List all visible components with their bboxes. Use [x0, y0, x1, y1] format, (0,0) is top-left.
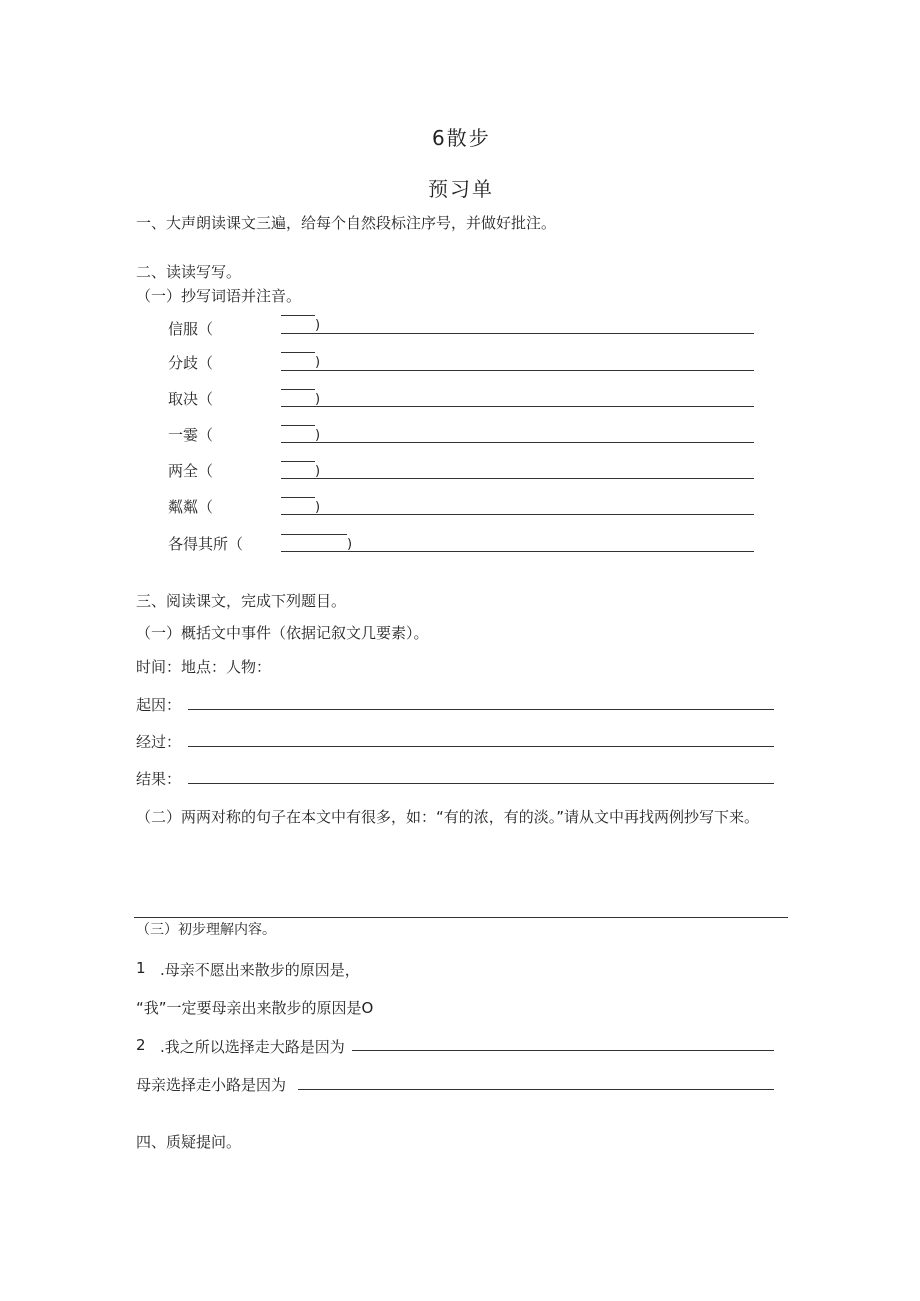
word-label: 各得其所（ — [168, 535, 244, 553]
pinyin-blank[interactable] — [281, 315, 315, 316]
question-1-number: 1 — [136, 959, 146, 977]
close-paren: ) — [315, 428, 321, 443]
pinyin-blank[interactable] — [281, 425, 315, 426]
pinyin-blank[interactable] — [281, 352, 315, 353]
question-2-answer-line[interactable] — [352, 1050, 774, 1051]
story-elements: 时间：地点：人物： — [136, 658, 272, 676]
pinyin-blank[interactable] — [281, 461, 315, 462]
question-1b-text: “我”一定要母亲出来散步的原因是O — [136, 999, 374, 1017]
word-label: 分歧（ — [168, 354, 214, 372]
result-label: 结果： — [136, 770, 182, 788]
copy-line[interactable] — [281, 478, 754, 479]
close-paren: ) — [315, 500, 321, 515]
copy-line[interactable] — [281, 333, 754, 334]
word-label: 粼粼（ — [168, 498, 214, 516]
pinyin-blank[interactable] — [281, 497, 315, 498]
section-3-sub1: （一）概括文中事件（依据记叙文几要素）。 — [136, 624, 429, 642]
section-2-sub1: （一）抄写词语并注音。 — [136, 287, 302, 305]
page-subtitle: 预习单 — [428, 177, 494, 201]
close-paren: ) — [315, 464, 321, 479]
question-2-text: .我之所以选择走大路是因为 — [160, 1038, 345, 1056]
close-paren: ) — [315, 392, 321, 407]
cause-answer-line[interactable] — [188, 709, 774, 710]
close-paren: ) — [315, 318, 321, 333]
close-paren: ) — [315, 355, 321, 370]
word-label: 取决（ — [168, 390, 214, 408]
section-3-heading: 三、阅读课文，完成下列题目。 — [136, 592, 347, 610]
question-2-number: 2 — [136, 1036, 146, 1054]
process-answer-line[interactable] — [188, 746, 774, 747]
word-label: 两全（ — [168, 462, 214, 480]
close-paren: ) — [347, 537, 353, 552]
copy-line[interactable] — [281, 514, 754, 515]
copy-line[interactable] — [281, 370, 754, 371]
section-3-sub3: （三）初步理解内容。 — [136, 922, 276, 938]
question-2b-text: 母亲选择走小路是因为 — [136, 1076, 287, 1094]
copy-line[interactable] — [281, 406, 754, 407]
process-label: 经过： — [136, 733, 182, 751]
word-label: 一霎（ — [168, 426, 214, 444]
sub2-answer-line[interactable] — [134, 917, 788, 918]
question-1-text: .母亲不愿出来散步的原因是， — [160, 961, 360, 979]
result-answer-line[interactable] — [188, 783, 774, 784]
page-title: 6散步 — [432, 126, 491, 150]
section-2-heading: 二、读读写写。 — [136, 263, 242, 281]
section-3-sub2: （二）两两对称的句子在本文中有很多，如：“有的浓，有的淡。”请从文中再找两例抄写下来。 — [136, 808, 760, 826]
word-label: 信服（ — [168, 320, 214, 338]
pinyin-blank[interactable] — [281, 389, 315, 390]
cause-label: 起因： — [136, 696, 182, 714]
section-4-heading: 四、质疑提问。 — [136, 1133, 242, 1151]
pinyin-blank[interactable] — [281, 534, 347, 535]
question-2b-answer-line[interactable] — [298, 1089, 774, 1090]
copy-line[interactable] — [281, 551, 754, 552]
copy-line[interactable] — [281, 442, 754, 443]
section-1-heading: 一、大声朗读课文三遍，给每个自然段标注序号，并做好批注。 — [136, 214, 557, 232]
